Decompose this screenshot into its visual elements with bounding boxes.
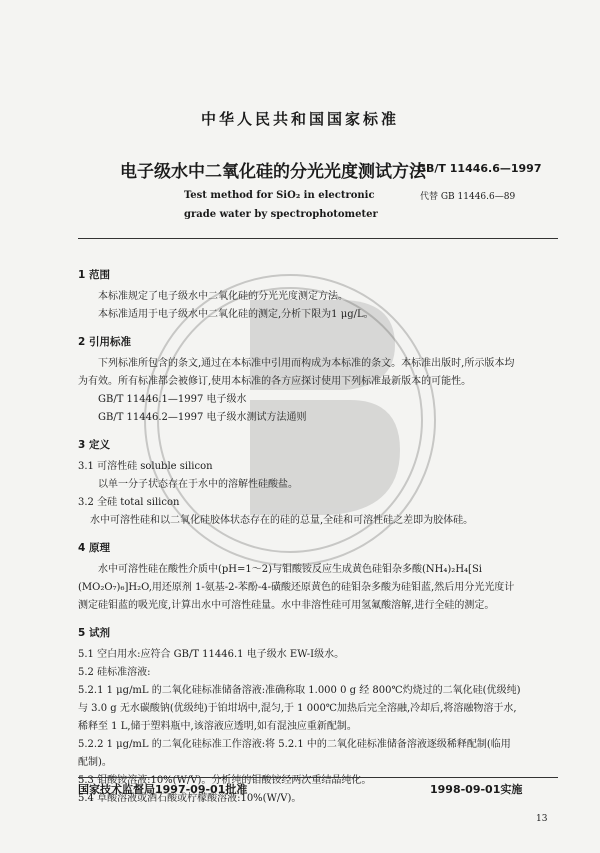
page-number: 13 — [536, 814, 548, 824]
body-line: 5.2.2 1 μg/mL 的二氧化硅标准工作溶液:将 5.2.1 中的二氧化硅标准储备溶液逐级稀释配制(临用 — [78, 739, 511, 750]
body-line: 5.2.1 1 μg/mL 的二氧化硅标准储备溶液:准确称取 1.000 0 g 经 800℃灼烧过的二氧化硅(优级纯) — [78, 685, 521, 696]
body-line: 水中可溶性硅和以二氧化硅胶体状态存在的硅的总量,全硅和可溶性硅之差即为胶体硅。 — [90, 515, 474, 526]
english-title — [184, 186, 404, 224]
body-line: 本标准规定了电子级水中二氧化硅的分光光度测定方法。 — [98, 291, 348, 302]
body-line: 5.2 硅标准溶液: — [78, 667, 151, 678]
implementation-date: 1998-09-01实施 — [430, 783, 523, 796]
body-line: 与 3.0 g 无水碳酸钠(优级纯)于铂坩埚中,混匀,于 1 000℃加热后完全溶融,冷却后,将溶融物溶于水, — [78, 703, 517, 714]
body-line: 5.1 空白用水:应符合 GB/T 11446.1 电子级水 EW-Ⅰ级水。 — [78, 649, 345, 660]
body-line: 3.2 全硅 total silicon — [78, 497, 180, 508]
body-line: 3.1 可溶性硅 soluble silicon — [78, 461, 213, 472]
body-line: 以单一分子状态存在于水中的溶解性硅酸盐。 — [98, 479, 298, 490]
replaces-note: 代替 GB 11446.6—89 — [420, 192, 516, 202]
national-standard-heading: 中华人民共和国国家标准 — [200, 110, 399, 128]
english-title-line1: Test method for SiO₂ in electronic — [184, 190, 375, 201]
body-line: 配制)。 — [78, 757, 112, 768]
body-line: GB/T 11446.1—1997 电子级水 — [98, 394, 247, 405]
body-line: 测定硅钼蓝的吸光度,计算出水中可溶性硅量。水中非溶性硅可用氢氟酸溶解,进行全硅的测定。 — [78, 600, 495, 611]
section-heading: 4 原理 — [78, 542, 110, 554]
english-title-line2: grade water by spectrophotometer — [184, 209, 378, 220]
section-heading: 3 定义 — [78, 439, 110, 451]
document-title: 电子级水中二氧化硅的分光光度测试方法 — [120, 162, 426, 182]
header-divider — [78, 238, 558, 239]
standard-number: GB/T 11446.6—1997 — [417, 162, 542, 175]
section-heading: 1 范围 — [78, 269, 110, 281]
body-line: GB/T 11446.2—1997 电子级水测试方法通则 — [98, 412, 307, 423]
body-line: 本标准适用于电子级水中二氧化硅的测定,分析下限为1 μg/L。 — [98, 309, 374, 320]
body-line: 5.4 草酸溶液或酒石酸或柠檬酸溶液:10%(W/V)。 — [78, 793, 302, 804]
document-body — [78, 267, 560, 808]
footer-divider — [78, 777, 558, 778]
body-line: 稀释至 1 L,储于塑料瓶中,该溶液应透明,如有混浊应重新配制。 — [78, 721, 357, 732]
body-line: (MO₂O₇)₆]H₂O,用还原剂 1-氨基-2-苯酚-4-磺酸还原黄色的硅钼杂多酸为硅钼蓝,然后用分光光度计 — [78, 582, 515, 593]
section-heading: 5 试剂 — [78, 627, 110, 639]
approval-line: 国家技术监督局1997-09-01批准 — [78, 783, 248, 796]
body-line: 5.3 钼酸铵溶液:10%(W/V)。分析纯的钼酸铵经两次重结晶纯化。 — [78, 775, 372, 786]
body-line: 水中可溶性硅在酸性介质中(pH=1～2)与钼酸铵反应生成黄色硅钼杂多酸(NH₄)₂H₄[Si — [98, 564, 482, 575]
body-line: 下列标准所包含的条文,通过在本标准中引用而构成为本标准的条文。本标准出版时,所示版本均 — [98, 358, 515, 369]
section-heading: 2 引用标准 — [78, 336, 131, 348]
body-line: 为有效。所有标准都会被修订,使用本标准的各方应探讨使用下列标准最新版本的可能性。 — [78, 376, 472, 387]
